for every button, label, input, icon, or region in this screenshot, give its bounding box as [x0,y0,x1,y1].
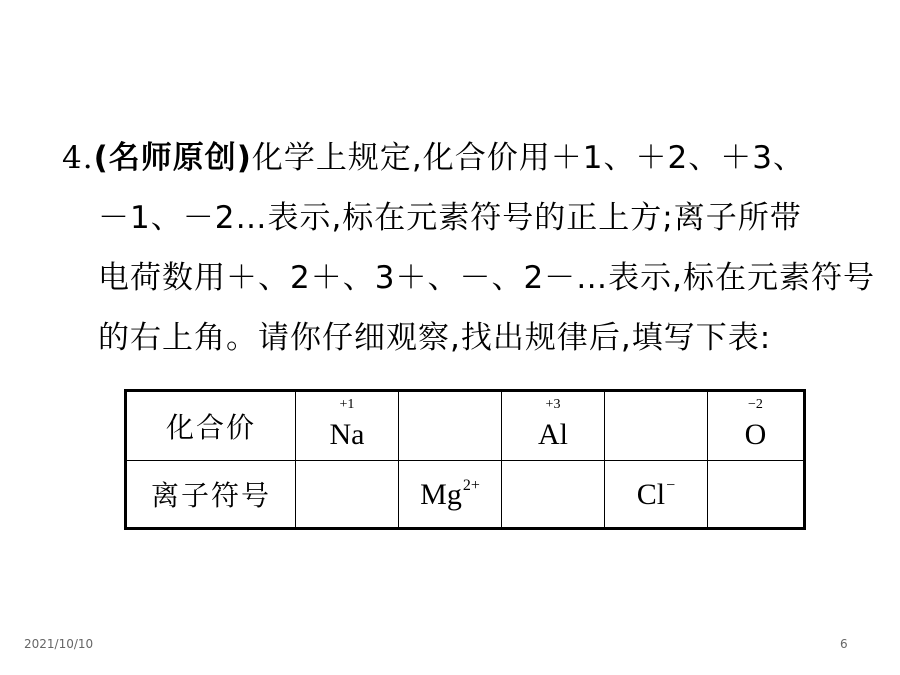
page-number: 6 [840,637,848,651]
valence-number: −2 [748,397,763,412]
valence-cell[interactable] [502,391,605,461]
answer-table [124,389,806,530]
ion-cell[interactable] [708,461,805,529]
question-line-3: 电荷数用＋、2＋、3＋、－、2－…表示,标在元素符号 [98,260,876,296]
ion-charge: − [666,476,676,494]
question-number: 4. [62,140,94,176]
footer-date: 2021/10/10 [24,637,94,651]
ion-row-label: 离子符号 [126,461,296,529]
ion-cell[interactable] [399,461,502,529]
valence-row-label: 化合价 [126,391,296,461]
valence-number: +3 [545,397,561,412]
element-symbol: Na [329,418,365,451]
element-symbol: O [744,418,767,451]
element-symbol: Al [538,418,568,451]
ion-cell[interactable] [296,461,399,529]
question-line-1 [62,138,805,178]
ion-row [126,461,805,529]
valence-cell[interactable] [296,391,399,461]
valence-cell[interactable] [399,391,502,461]
question-line-2: －1、－2…表示,标在元素符号的正上方;离子所带 [98,200,802,236]
ion-cell[interactable] [605,461,708,529]
valence-cell[interactable] [708,391,805,461]
question-line-1-text: 化学上规定,化合价用＋1、＋2、＋3、 [251,140,805,176]
ion-cell[interactable] [502,461,605,529]
ion-symbol: Cl [636,477,666,511]
ion-symbol: Mg [420,477,462,511]
valence-cell[interactable] [605,391,708,461]
valence-number: +1 [339,397,355,412]
ion-charge: 2+ [462,476,480,494]
valence-row [126,391,805,461]
question-tag: (名师原创) [93,140,252,176]
question-line-4: 的右上角。请你仔细观察,找出规律后,填写下表: [98,320,772,356]
